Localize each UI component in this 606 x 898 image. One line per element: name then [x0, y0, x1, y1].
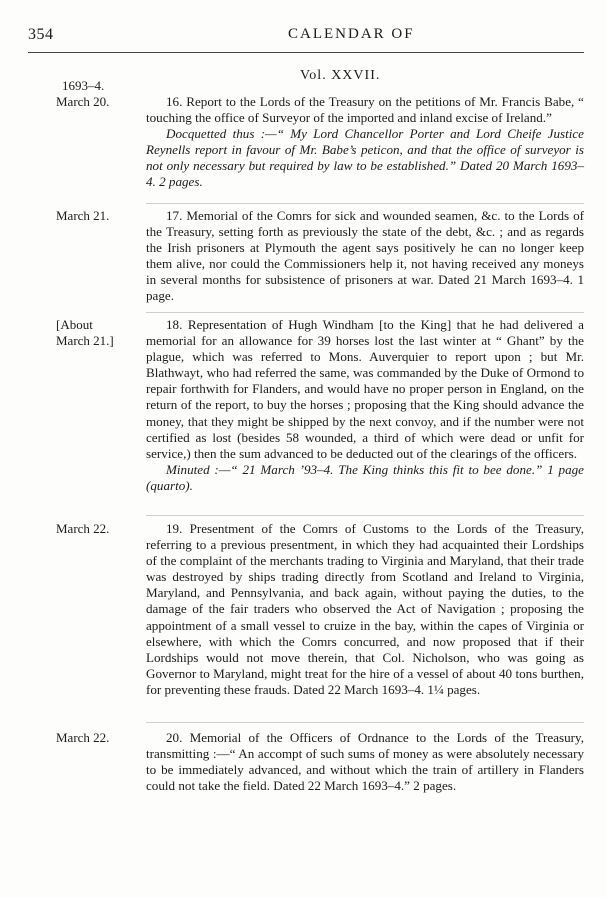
entry-date: March 22.	[56, 521, 110, 536]
entry-body	[146, 94, 584, 191]
entry-paragraph: 18. Representation of Hugh Windham [to the King] that he had delivered a memorial for an allowance for 39 horses lost the last winter at “ Ghant” by the plague, which was referred to Mons. Auverquier to report upon ; but Mr. Blathwayt, who had referred the same, was commanded by the Duke of Ormond to repair forthwith for Flanders, and would have no proper person in England, on the return of the report, to buy the horses ; proposing that the King should advance the money, that they might be shipped by the next convoy, and if the number were not certified as lost (besides 58 wounded, a third of which were dead or unfit for service,) then the sum advanced to be deducted out of the clearings of the officers.	[146, 317, 584, 461]
running-head: CALENDAR OF	[288, 26, 415, 42]
entry-body	[146, 208, 584, 305]
entry-body	[146, 317, 584, 494]
entry-date: [About March 21.]	[56, 317, 114, 348]
header-rule	[28, 52, 584, 53]
entry-body	[146, 521, 584, 698]
entry-separator	[146, 203, 584, 204]
entry-paragraph: 20. Memorial of the Officers of Ordnance to the Lords of the Treasury, transmitting :—“ An accompt of such sums of money as were absolutely necessary to be immediately advanced, and without which the train of artillery in Flanders could not take the field. Dated 22 March 1693–4.” 2 pages.	[146, 730, 584, 794]
entry-date: March 21.	[56, 208, 110, 223]
entry-paragraph: 17. Memorial of the Comrs for sick and wounded seamen, &c. to the Lords of the Treasury, setting forth as previously the state of the debt, &c. ; and as regards the Irish prisoners at Plymouth the agent says positively he can no longer keep them alive, nor could the Commissioners help it, not having received any moneys in several months for subsistence of prisoners at war. Dated 21 March 1693–4. 1 page.	[146, 208, 584, 304]
entry-date: March 20.	[56, 94, 110, 109]
entry-date: March 22.	[56, 730, 110, 745]
page-number: 354	[28, 26, 54, 43]
entry-paragraph: 16. Report to the Lords of the Treasury on the petitions of Mr. Francis Babe, “ touching the office of Surveyor of the imported and inland excise of Ireland.”	[146, 94, 584, 126]
year-label: 1693–4.	[62, 78, 105, 93]
entry-separator	[146, 312, 584, 313]
entry-paragraph: 19. Presentment of the Comrs of Customs to the Lords of the Treasury, referring to a previous presentment, in which they had acquainted their Lordships of the complaint of the merchants trading to Virginia and Maryland, that their trade was destroyed by ships trading directly from Scotland and Ireland to Virginia, Maryland, and Pennsylvania, and back again, without paying the duties, to the damage of the fair traders who observed the Act of Navigation ; proposing the appointment of a small vessel to cruize in the bay, within the capes of Virginia or elsewhere, with which the Comrs concurred, and now proposed that if their Lordships would not move therein, that Col. Nicholson, who was going as Governor to Maryland, might treat for the hire of a vessel of about 40 tons burthen, for preventing these frauds. Dated 22 March 1693–4. 1¼ pages.	[146, 521, 584, 697]
volume-label: Vol. XXVII.	[300, 68, 381, 83]
entry-docquet: Docquetted thus :—“ My Lord Chancellor Porter and Lord Cheife Justice Reynells report in favour of Mr. Babe’s peticon, and that the office of surveyor is not only necessary but required by law to be established.” Dated 20 March 1693–4. 2 pages.	[146, 126, 584, 190]
entry-minute: Minuted :—“ 21 March ’93–4. The King thinks this fit to bee done.” 1 page (quarto).	[146, 461, 584, 493]
entry-separator	[146, 515, 584, 516]
entry-separator	[146, 722, 584, 723]
entry-body	[146, 730, 584, 794]
